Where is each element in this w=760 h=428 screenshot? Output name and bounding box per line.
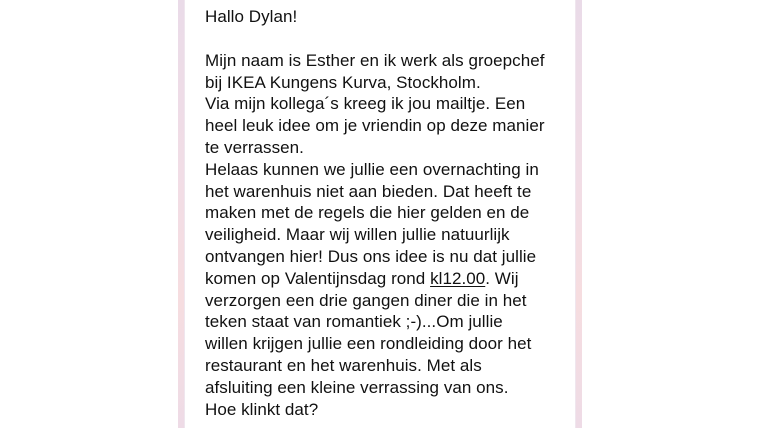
message-line: maken met de regels die hier gelden en de (205, 203, 530, 223)
message-line: willen krijgen jullie een rondleiding door het (205, 334, 532, 354)
time-link[interactable]: kl12.00 (430, 268, 486, 288)
message-line: bij IKEA Kungens Kurva, Stockholm. (205, 72, 481, 92)
greeting: Hallo Dylan! (205, 7, 298, 26)
message-line: verzorgen een drie gangen diner die in het (205, 290, 527, 310)
message-line: het warenhuis niet aan bieden. Dat heeft te (205, 181, 532, 201)
message-line: Helaas kunnen we jullie een overnachting in (205, 159, 539, 179)
message-panel (184, 0, 576, 428)
time-line-suffix: . Wij (485, 268, 519, 288)
message-line: Mijn naam is Esther en ik werk als groepchef (205, 50, 545, 70)
message-line: Hoe klinkt dat? (205, 399, 319, 419)
right-border-strip (576, 0, 582, 428)
message-line: restaurant en het warenhuis. Met als (205, 355, 482, 375)
message-line: ontvangen hier! Dus ons idee is nu dat jullie (205, 246, 537, 266)
message-line: afsluiting een kleine verrassing van ons. (205, 377, 509, 397)
message-line: teken staat van romantiek ;-)...Om jullie (205, 312, 503, 332)
time-line-prefix: komen op Valentijnsdag rond (205, 268, 431, 288)
message-line-with-time (205, 268, 565, 290)
message-paragraph (205, 50, 565, 421)
message-body (205, 6, 565, 420)
message-line: Via mijn kollega´s kreeg ik jou mailtje. Een (205, 94, 526, 114)
message-line: te verrassen. (205, 137, 304, 157)
message-line: heel leuk idee om je vriendin op deze manier (205, 116, 545, 136)
message-line: veiligheid. Maar wij willen jullie natuurlijk (205, 225, 510, 245)
